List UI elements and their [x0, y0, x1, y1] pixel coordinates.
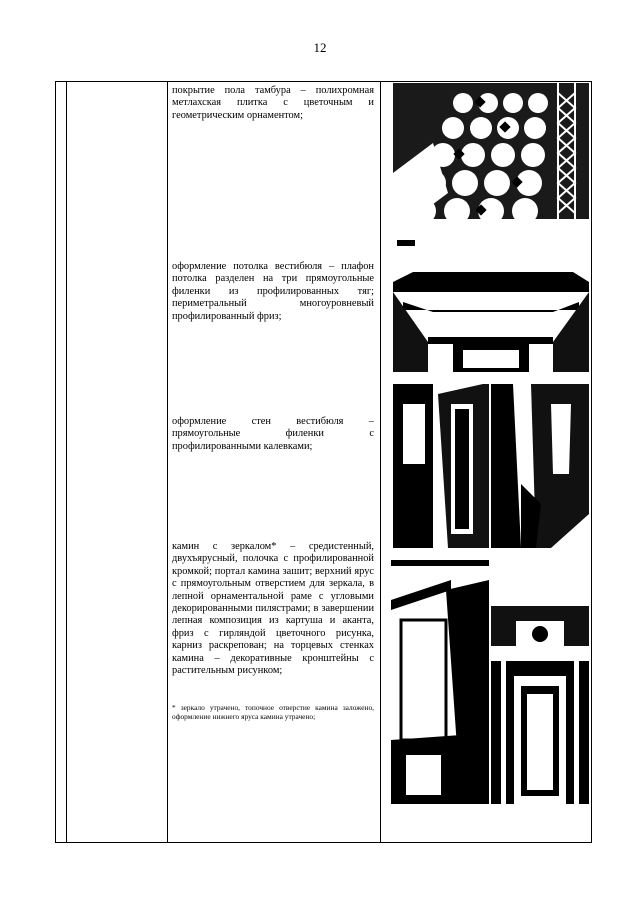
table-column-divider — [167, 81, 168, 843]
walls-photo-left — [393, 384, 489, 548]
floor-photo — [393, 83, 589, 219]
table-column-divider — [66, 81, 67, 843]
fireplace-description: камин с зеркалом* – средистенный, двухъярусный, полочка с профилированной кромкой; портал камина зашит; верхний ярус с прямоугольным отверстием для зеркала, в лепной орнаментальной раме с угловыми декорированными пилястрами; в завершении лепная композиция из картуша и аканта, фриз с гирляндой цветочного рисунка, карниз раскрепован; на торцевых стенках камина – декоративные кронштейны с растительным рисунком; — [172, 541, 374, 677]
fireplace-photo-left — [391, 560, 489, 804]
walls-photo-right — [491, 384, 589, 548]
page-number: 12 — [313, 40, 327, 55]
table-column-divider — [380, 81, 381, 843]
floor-description: покрытие пола тамбура – полихромная метлахская плитка с цветочным и геометрическим орнаментом; — [172, 85, 374, 121]
ceiling-description: оформление потолка вестибюля – плафон потолка разделен на три прямоугольные филенки из профилированных тяг; периметральный многоуровневый профилированный фриз; — [172, 261, 374, 322]
fireplace-photo-right — [491, 606, 589, 804]
ceiling-photo — [393, 232, 589, 372]
walls-description: оформление стен вестибюля – прямоугольные филенки с профилированными калевками; — [172, 416, 374, 452]
footnote: * зеркало утрачено, топочное отверстие камина заложено, оформление нижнего яруса камина утрачено; — [172, 703, 374, 721]
